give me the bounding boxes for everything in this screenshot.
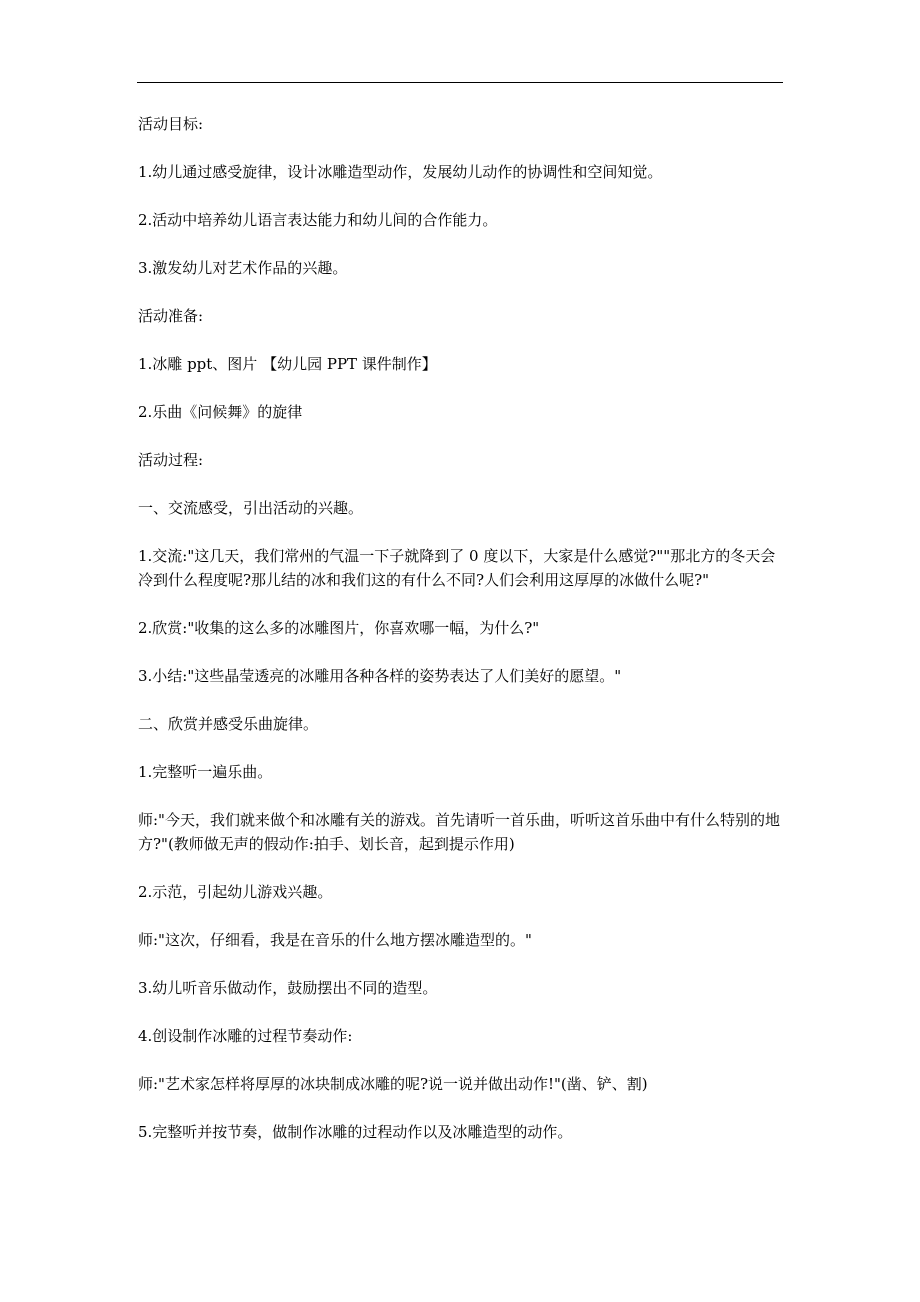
process-item-summary: 3.小结:"这些晶莹透亮的冰雕用各种各样的姿势表达了人们美好的愿望。" <box>138 667 622 685</box>
process-item-complete: 5.完整听并按节奏，做制作冰雕的过程动作以及冰雕造型的动作。 <box>138 1123 573 1141</box>
process-item-exchange: 1.交流:"这几天，我们常州的气温一下子就降到了 0 度以下，大家是什么感觉?""那北方的冬天会冷到什么程度呢?那儿结的冰和我们这的有什么不同?人们会利用这厚厚的冰做什么呢?" <box>138 547 776 589</box>
heading-goals: 活动目标: <box>138 115 204 133</box>
process-item-demo: 2.示范，引起幼儿游戏兴趣。 <box>138 883 333 901</box>
teacher-quote-2: 师:"这次，仔细看，我是在音乐的什么地方摆冰雕造型的。" <box>138 931 532 949</box>
process-item-listen: 1.完整听一遍乐曲。 <box>138 763 273 781</box>
section-1-title: 一、交流感受，引出活动的兴趣。 <box>138 499 364 517</box>
heading-process: 活动过程: <box>138 451 204 469</box>
goal-item-1: 1.幼儿通过感受旋律，设计冰雕造型动作，发展幼儿动作的协调性和空间知觉。 <box>138 163 663 181</box>
goal-item-2: 2.活动中培养幼儿语言表达能力和幼儿间的合作能力。 <box>138 211 498 229</box>
teacher-quote-1: 师:"今天，我们就来做个和冰雕有关的游戏。首先请听一首乐曲，听听这首乐曲中有什么特别的地方?"(教师做无声的假动作:拍手、划长音，起到提示作用) <box>138 811 780 853</box>
process-item-create: 4.创设制作冰雕的过程节奏动作: <box>138 1027 353 1045</box>
section-2-title: 二、欣赏并感受乐曲旋律。 <box>138 715 319 733</box>
heading-preparation: 活动准备: <box>138 307 204 325</box>
process-item-appreciate: 2.欣赏:"收集的这么多的冰雕图片，你喜欢哪一幅，为什么?" <box>138 619 540 637</box>
document-body <box>138 112 788 1168</box>
process-item-practice: 3.幼儿听音乐做动作，鼓励摆出不同的造型。 <box>138 979 438 997</box>
goal-item-3: 3.激发幼儿对艺术作品的兴趣。 <box>138 259 348 277</box>
header-rule <box>137 82 783 83</box>
prep-item-1: 1.冰雕 ppt、图片 【幼儿园 PPT 课件制作】 <box>138 355 437 373</box>
teacher-quote-3: 师:"艺术家怎样将厚厚的冰块制成冰雕的呢?说一说并做出动作!"(凿、铲、割) <box>138 1075 648 1093</box>
prep-item-2: 2.乐曲《问候舞》的旋律 <box>138 403 303 421</box>
